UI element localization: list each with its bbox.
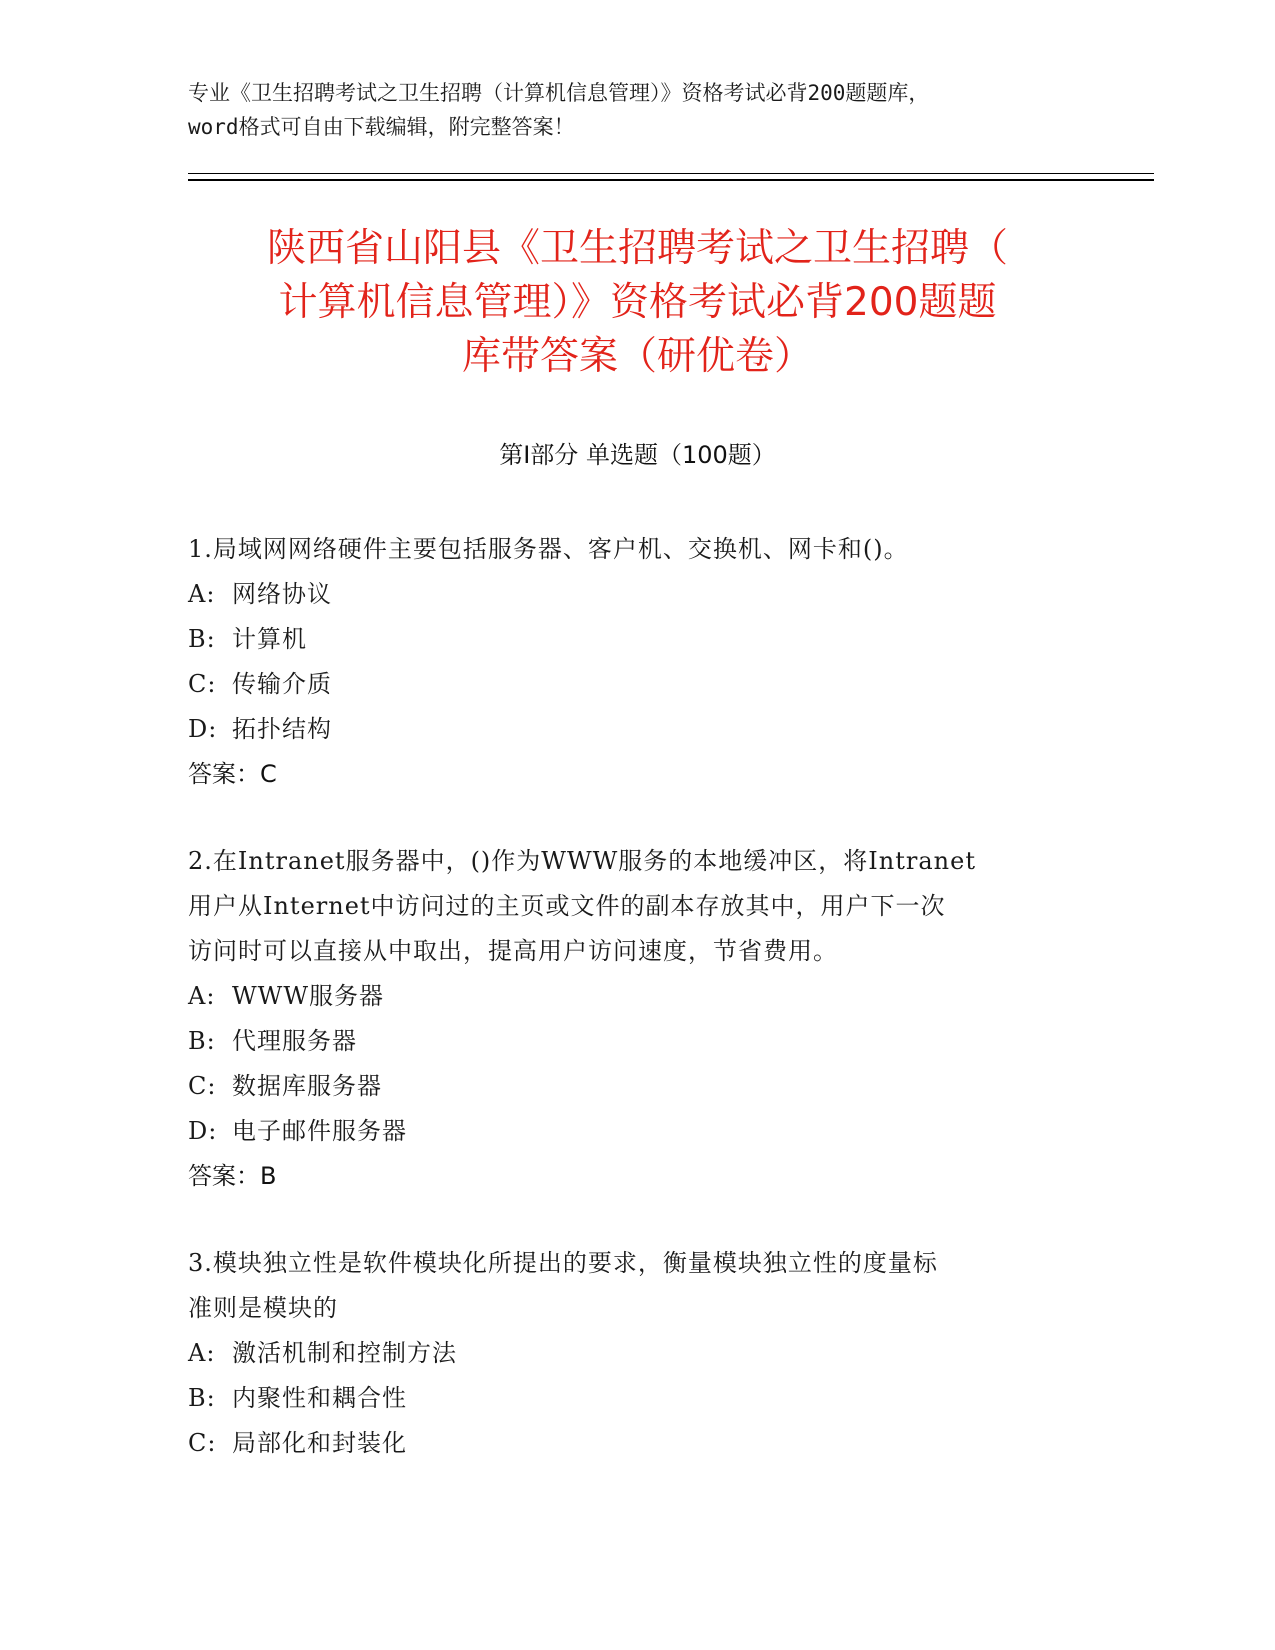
option-text: 网络协议 [232, 580, 332, 608]
option-text: 激活机制和控制方法 [232, 1339, 457, 1367]
option-a [188, 572, 1088, 617]
option-key: C: [188, 1072, 217, 1100]
option-key: D: [188, 715, 218, 743]
document-title-line: 计算机信息管理）》资格考试必背200题题 [278, 280, 997, 325]
question-stem: 访问时可以直接从中取出，提高用户访问速度，节省费用。 [188, 937, 838, 965]
option-text: 计算机 [232, 625, 307, 653]
header-note-line: 专业《卫生招聘考试之卫生招聘（计算机信息管理）》资格考试必背200题题库， [188, 81, 930, 105]
option-d [188, 707, 1088, 752]
option-b [188, 1019, 1088, 1064]
document-title [150, 222, 1125, 384]
option-key: C: [188, 670, 217, 698]
question-list [188, 527, 1088, 1508]
answer-line: 答案：C [188, 760, 277, 788]
document-title-line: 陕西省山阳县《卫生招聘考试之卫生招聘（ [266, 226, 1008, 271]
option-c [188, 1421, 1088, 1466]
question-stem: 1.局域网网络硬件主要包括服务器、客户机、交换机、网卡和()。 [188, 535, 909, 563]
option-key: A: [188, 982, 216, 1010]
option-key: B: [188, 625, 216, 653]
option-text: 代理服务器 [232, 1027, 357, 1055]
answer-line: 答案：B [188, 1162, 277, 1190]
question-stem: 2.在Intranet服务器中，()作为WWW服务的本地缓冲区，将Intranet [188, 847, 976, 875]
option-d [188, 1109, 1088, 1154]
option-text: 局部化和封装化 [232, 1429, 407, 1457]
question-stem: 用户从Internet中访问过的主页或文件的副本存放其中，用户下一次 [188, 892, 946, 920]
header-divider-thin [188, 173, 1154, 174]
option-text: 拓扑结构 [232, 715, 332, 743]
option-a [188, 1331, 1088, 1376]
option-b [188, 1376, 1088, 1421]
document-title-line: 库带答案（研优卷） [461, 334, 813, 379]
question-item [188, 1241, 1088, 1466]
question-stem: 3.模块独立性是软件模块化所提出的要求，衡量模块独立性的度量标 [188, 1249, 938, 1277]
option-text: 电子邮件服务器 [232, 1117, 407, 1145]
option-b [188, 617, 1088, 662]
option-text: WWW服务器 [232, 982, 385, 1010]
option-text: 传输介质 [232, 670, 332, 698]
option-c [188, 662, 1088, 707]
question-stem: 准则是模块的 [188, 1294, 338, 1322]
option-key: D: [188, 1117, 218, 1145]
header-note [188, 76, 1088, 144]
option-a [188, 974, 1088, 1019]
question-item [188, 527, 1088, 797]
option-key: C: [188, 1429, 217, 1457]
question-item [188, 839, 1088, 1199]
option-c [188, 1064, 1088, 1109]
header-divider-thick [188, 179, 1154, 181]
header-note-line: word格式可自由下载编辑，附完整答案！ [188, 115, 575, 139]
section-heading: 第Ⅰ部分 单选题（100题） [499, 441, 776, 469]
option-key: B: [188, 1384, 216, 1412]
option-text: 数据库服务器 [232, 1072, 382, 1100]
option-key: A: [188, 1339, 216, 1367]
option-text: 内聚性和耦合性 [232, 1384, 407, 1412]
option-key: A: [188, 580, 216, 608]
option-key: B: [188, 1027, 216, 1055]
